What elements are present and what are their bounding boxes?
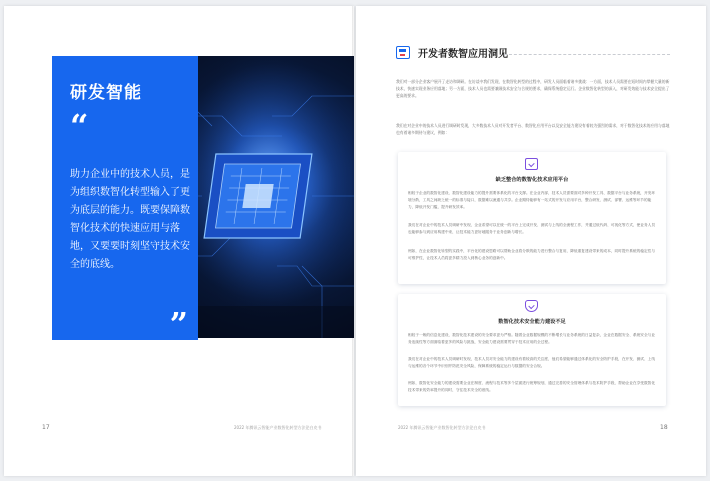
highlight-panel <box>52 56 198 343</box>
section-icon <box>396 46 410 59</box>
close-quote-mark: ” <box>169 305 188 343</box>
card-paragraph: 我们在对企业中的技术人员调研中发现，企业希望可以在统一的平台上完成开发、测试与上线的全流程工作，并通过低代码、可视化等方式，使业务人员也能够参与到应用构建中来，让技术能力更好地服务于业务创新与增长。 <box>408 223 656 234</box>
card-paragraph: 相较于企业的数智化建设，数智化建设能力的提升需要体系化的平台支撑。在企业内部，技术人员需要面对多种开发工具、数据平台与业务系统，开发环境分散，工具之间缺乏统一的标准与接口，数据难以流通与共享。企业期待能够有一站式的开发与应用平台，整合研发、测试、部署、运维等环节的能力，降低开发门槛，提升研发效率。 <box>408 191 656 209</box>
left-page <box>4 6 354 476</box>
footer-left: 2022 年腾讯云智能产业数智化转型方法论白皮书 <box>234 425 322 430</box>
section-title: 开发者数智应用洞见 <box>418 49 508 60</box>
footer-right: 2022 年腾讯云智能产业数智化转型方法论白皮书 <box>398 425 486 430</box>
insight-card-platform <box>398 152 666 284</box>
insight-card-security <box>398 294 666 406</box>
shield-icon <box>525 300 538 312</box>
intro-paragraph-2: 我们在对企业中的技术人员进行调研时发现，大多数技术人员对开发者平台、数智化应用平台以及安全能力建设有着较为强烈的需求，对于数智化技术的应用与落地也有着诸多期待与建议，例如： <box>396 123 670 135</box>
card-paragraph: 例如，数智化安全能力的建设需要企业在制度、流程与技术等多个层面进行统筹规划，通过完善的安全管理体系与技术防护手段，帮助企业在享受数智化技术带来的效率提升的同时，守住技术安全的底线。 <box>408 381 656 392</box>
card-title: 数智化技术安全能力建设不足 <box>498 319 566 325</box>
checkbox-icon <box>525 158 538 170</box>
card-paragraph: 相较于一般的信息化建设，数智化技术建设的安全要求更为严格。随着企业数据规模的不断增长与业务系统的日益复杂，企业在数据安全、系统安全与业务连续性等方面面临着更多的风险与挑战，安全能力建设需要贯穿于技术应用的全过程。 <box>408 333 656 344</box>
page-number-left: 17 <box>42 424 50 431</box>
intro-paragraph-1: 我们对一部分企业客户展开了走访和调研。在访谈中我们发现，在数智化转型的过程中，研发人员面临着诸多挑战：一方面，技术人员需要在短时间内掌握大量的新技术，快速实现业务应用落地；另一方面，技术人员也需要兼顾技术安全与合规的要求，确保系统稳定运行。企业数智化转型的深入，对研发效能与技术安全提出了更高的要求。 <box>396 79 670 98</box>
header-divider <box>504 54 670 55</box>
open-quote-mark: “ <box>70 107 89 145</box>
section-header <box>396 44 670 64</box>
card-title: 缺乏整合的数智化技术应用平台 <box>495 177 569 183</box>
card-paragraph: 例如，在企业数智化转型的实践中，平台化的建设思路可以帮助企业将分散的能力进行整合与复用，降低重复建设带来的成本，同时提升系统的稳定性与可维护性，让技术人员将更多精力投入到核心业务的创新中。 <box>408 249 656 260</box>
right-page <box>356 6 706 476</box>
panel-title: 研发智能 <box>70 83 142 103</box>
page-number-right: 18 <box>660 424 668 431</box>
panel-body-text: 助力企业中的技术人员，是为组织数智化转型输入了更为底层的能力。既要保障数智化技术的快速应用与落地，又要要时刻坚守技术安全的底线。 <box>70 169 190 270</box>
card-paragraph: 我们在对企业中的技术人员调研时发现，技术人员对安全能力的建设有着较高的关注度，他们希望能够通过体系化的安全防护手段，在开发、测试、上线与运维的各个环节中识别并防范安全风险，保障系统的稳定运行与数据的安全合规。 <box>408 357 656 368</box>
